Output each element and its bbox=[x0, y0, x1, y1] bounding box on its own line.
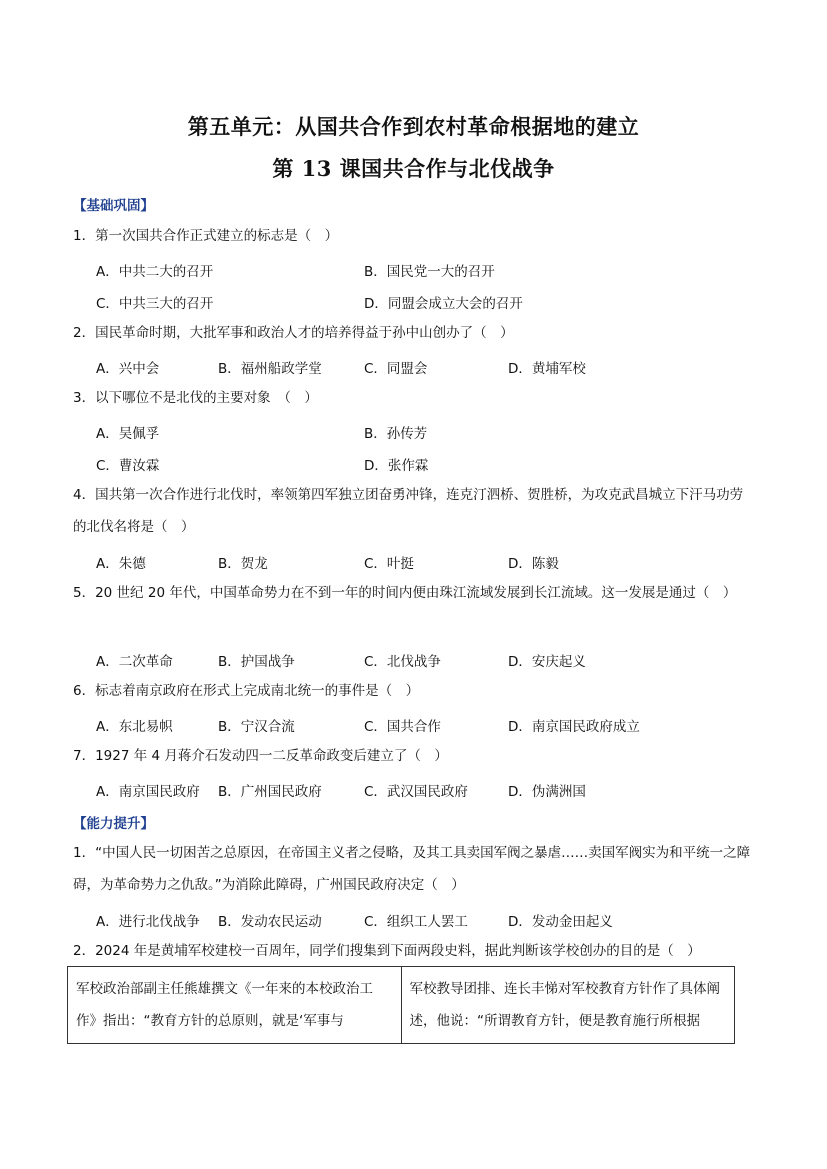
question-2-option-a: A．兴中会 bbox=[96, 361, 160, 377]
question-7-option-b: B．广州国民政府 bbox=[218, 784, 322, 800]
source-material-table bbox=[67, 966, 735, 1044]
question-2-stem: 2．国民革命时期，大批军事和政治人才的培养得益于孙中山创办了（ ） bbox=[73, 325, 514, 341]
advanced-question-1-stem: 1．“中国人民一切困苦之总原因，在帝国主义者之侵略，及其工具卖国军阀之暴虐……卖国军阀实为和平统一之障碍，为革命势力之仇敌。”为消除此障碍，广州国民政府决定（ ） bbox=[73, 845, 751, 893]
question-2-option-c: C．同盟会 bbox=[364, 361, 428, 377]
advanced-question-2-stem: 2．2024 年是黄埔军校建校一百周年，同学们搜集到下面两段史料，据此判断该学校创办的目的是（ ） bbox=[73, 943, 701, 959]
question-7-option-c: C．武汉国民政府 bbox=[364, 784, 468, 800]
question-1-option-d: D．同盟会成立大会的召开 bbox=[364, 296, 523, 312]
advanced-question-1-option-a: A．进行北伐战争 bbox=[96, 914, 200, 930]
question-3-option-a: A．吴佩孚 bbox=[96, 426, 160, 442]
question-7-option-a: A．南京国民政府 bbox=[96, 784, 200, 800]
question-3-stem: 3．以下哪位不是北伐的主要对象 （ ） bbox=[73, 390, 318, 406]
question-3-option-b: B．孙传芳 bbox=[364, 426, 428, 442]
question-5-option-d: D．安庆起义 bbox=[508, 654, 586, 670]
question-4-option-c: C．叶挺 bbox=[364, 556, 414, 572]
question-6-option-d: D．南京国民政府成立 bbox=[508, 719, 640, 735]
question-1-stem: 1．第一次国共合作正式建立的标志是（ ） bbox=[73, 228, 339, 244]
question-2-option-b: B．福州船政学堂 bbox=[218, 361, 322, 377]
question-1-option-b: B．国民党一大的召开 bbox=[364, 264, 495, 280]
advanced-question-1-option-d: D．发动金田起义 bbox=[508, 914, 613, 930]
question-7-option-d: D．伪满洲国 bbox=[508, 784, 586, 800]
section-basic-heading: 【基础巩固】 bbox=[73, 198, 154, 214]
question-1-option-c: C．中共三大的召开 bbox=[96, 296, 214, 312]
question-7-stem: 7．1927 年 4 月蒋介石发动四一二反革命政变后建立了（ ） bbox=[73, 748, 448, 764]
question-3-option-d: D．张作霖 bbox=[364, 458, 429, 474]
question-6-option-c: C．国共合作 bbox=[364, 719, 441, 735]
question-6-stem: 6．标志着南京政府在形式上完成南北统一的事件是（ ） bbox=[73, 683, 420, 699]
question-1-option-a: A．中共二大的召开 bbox=[96, 264, 214, 280]
question-5-stem: 5．20 世纪 20 年代，中国革命势力在不到一年的时间内便由珠江流域发展到长江流域。这一发展是通过（ ） bbox=[73, 585, 737, 601]
lesson-title: 第 13 课国共合作与北伐战争 bbox=[272, 156, 555, 181]
source-material-right: 军校教导团排、连长丰悌对军校教育方针作了具体阐述，他说：“所谓教育方针，便是教育施行所根据 bbox=[401, 967, 735, 1044]
question-5-option-c: C．北伐战争 bbox=[364, 654, 441, 670]
question-6-option-a: A．东北易帜 bbox=[96, 719, 173, 735]
question-5-option-a: A．二次革命 bbox=[96, 654, 173, 670]
question-5-option-b: B．护国战争 bbox=[218, 654, 295, 670]
section-advanced-heading: 【能力提升】 bbox=[73, 816, 154, 832]
question-6-option-b: B．宁汉合流 bbox=[218, 719, 295, 735]
advanced-question-1-option-c: C．组织工人罢工 bbox=[364, 914, 468, 930]
question-4-stem: 4．国共第一次合作进行北伐时，率领第四军独立团奋勇冲锋，连克汀泗桥、贺胜桥，为攻克武昌城立下汗马功劳的北伐名将是（ ） bbox=[73, 487, 744, 535]
unit-title: 第五单元：从国共合作到农村革命根据地的建立 bbox=[187, 114, 640, 139]
advanced-question-1-option-b: B．发动农民运动 bbox=[218, 914, 322, 930]
question-3-option-c: C．曹汝霖 bbox=[96, 458, 160, 474]
source-material-left: 军校政治部副主任熊雄撰文《一年来的本校政治工作》指出：“教育方针的总原则，就是‘军事与 bbox=[68, 967, 402, 1044]
question-4-option-b: B．贺龙 bbox=[218, 556, 268, 572]
question-2-option-d: D．黄埔军校 bbox=[508, 361, 586, 377]
question-4-option-d: D．陈毅 bbox=[508, 556, 559, 572]
question-4-option-a: A．朱德 bbox=[96, 556, 146, 572]
